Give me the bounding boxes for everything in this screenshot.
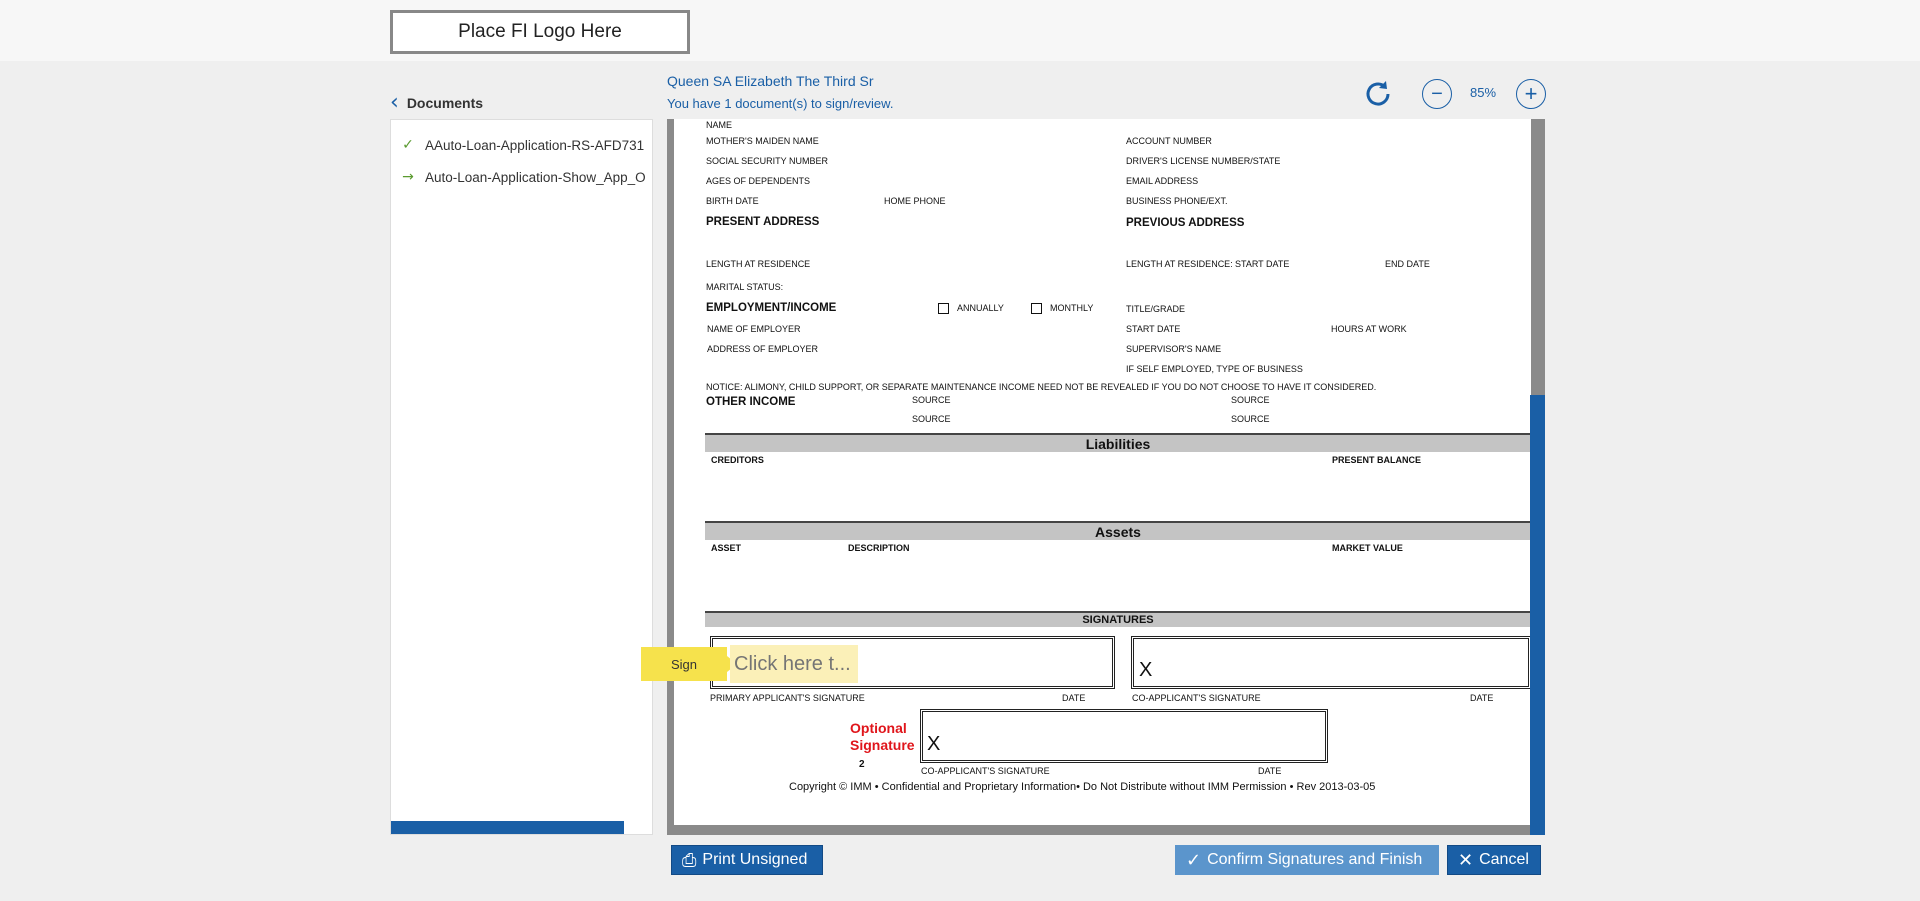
section-heading: PRESENT ADDRESS [706, 216, 820, 228]
top-bar [0, 0, 1920, 61]
section-heading: PREVIOUS ADDRESS [1126, 217, 1245, 229]
field-label: EMAIL ADDRESS [1126, 176, 1199, 186]
documents-header[interactable] [390, 92, 483, 114]
notice-text: NOTICE: ALIMONY, CHILD SUPPORT, OR SEPARATE MAINTENANCE INCOME NEED NOT BE REVEALED IF YOU DO NOT CHOOSE TO HAVE IT CONSIDERED. [706, 382, 1377, 392]
field-label: MOTHER'S MAIDEN NAME [706, 136, 819, 146]
column-header: CREDITORS [711, 455, 764, 465]
refresh-icon[interactable] [1362, 78, 1394, 110]
signer-name: Queen SA Elizabeth The Third Sr [667, 73, 874, 89]
field-label: BUSINESS PHONE/EXT. [1126, 196, 1228, 206]
signature-label: PRIMARY APPLICANT'S SIGNATURE [710, 693, 865, 703]
arrow-right-icon: → [402, 169, 414, 185]
field-label: SOURCE [1231, 395, 1270, 405]
field-label: START DATE [1126, 324, 1181, 334]
column-header: PRESENT BALANCE [1332, 455, 1422, 465]
button-label: Print Unsigned [702, 851, 808, 868]
signature-input[interactable] [730, 645, 858, 683]
co-applicant-signature-box[interactable] [1131, 636, 1531, 689]
date-label: DATE [1470, 693, 1494, 703]
zoom-level: 85% [1470, 85, 1497, 100]
field-label: NAME OF EMPLOYER [707, 324, 801, 334]
checkbox-icon [1031, 303, 1042, 314]
copyright-text: Copyright © IMM • Confidential and Proprietary Information• Do Not Distribute without IMM Permission • Rev 2013-03-05 [789, 781, 1376, 793]
printer-icon: ⎙ [682, 849, 697, 871]
documents-sidebar [390, 119, 653, 835]
field-label: HOME PHONE [884, 196, 946, 206]
document-label: Auto-Loan-Application-Show_App_O [425, 169, 646, 185]
assets-heading: Assets [705, 521, 1531, 540]
field-label: ADDRESS OF EMPLOYER [707, 344, 819, 354]
column-header: ASSET [711, 543, 742, 553]
field-label: SOCIAL SECURITY NUMBER [706, 156, 829, 166]
sidebar-item-document-1[interactable] [401, 134, 644, 156]
chevron-left-icon[interactable]: ‹ [390, 90, 399, 115]
optional-label: Optional [850, 720, 907, 736]
signature-label: CO-APPLICANT'S SIGNATURE [921, 766, 1050, 776]
field-label: MARITAL STATUS: [706, 282, 784, 292]
signature-x-mark: X [1139, 659, 1153, 681]
field-label: LENGTH AT RESIDENCE: [1126, 259, 1233, 269]
field-label: END DATE [1385, 259, 1430, 269]
column-header: DESCRIPTION [848, 543, 910, 553]
liabilities-heading: Liabilities [705, 433, 1531, 452]
zoom-out-button[interactable] [1422, 79, 1452, 109]
field-label: DRIVER'S LICENSE NUMBER/STATE [1126, 156, 1281, 166]
viewer-scrollbar[interactable] [1530, 395, 1545, 835]
checkbox-label: ANNUALLY [957, 303, 1004, 313]
field-label: NAME [706, 120, 733, 130]
button-label: Cancel [1479, 851, 1529, 868]
signatures-heading: SIGNATURES [705, 611, 1531, 627]
close-icon: ✕ [1458, 849, 1474, 871]
annually-checkbox[interactable] [938, 303, 1004, 314]
field-label: SUPERVISOR'S NAME [1126, 344, 1222, 354]
document-page [674, 119, 1531, 825]
signature-x-mark: X [927, 733, 941, 755]
field-label: SOURCE [912, 414, 951, 424]
optional-label: Signature [850, 737, 915, 753]
confirm-signatures-button[interactable] [1175, 845, 1439, 875]
optional-index: 2 [859, 759, 865, 770]
sign-tag[interactable]: Sign [641, 647, 727, 681]
document-viewer [667, 119, 1545, 835]
section-heading: EMPLOYMENT/INCOME [706, 302, 837, 314]
logo-placeholder: Place FI Logo Here [390, 10, 690, 54]
minus-icon: − [1431, 83, 1443, 105]
field-label: AGES OF DEPENDENTS [706, 176, 811, 186]
field-label: BIRTH DATE [706, 196, 759, 206]
sidebar-item-document-2[interactable] [401, 166, 646, 188]
date-label: DATE [1062, 693, 1086, 703]
column-header: MARKET VALUE [1332, 543, 1403, 553]
field-label: TITLE/GRADE [1126, 304, 1186, 314]
checkmark-icon: ✓ [1186, 849, 1202, 871]
field-label: SOURCE [1231, 414, 1270, 424]
checkbox-icon [938, 303, 949, 314]
signer-message: You have 1 document(s) to sign/review. [667, 96, 894, 111]
field-label: IF SELF EMPLOYED, TYPE OF BUSINESS [1126, 364, 1303, 374]
signature-label: CO-APPLICANT'S SIGNATURE [1132, 693, 1261, 703]
cancel-button[interactable] [1447, 845, 1541, 875]
field-label: START DATE [1235, 259, 1290, 269]
field-label: ACCOUNT NUMBER [1126, 136, 1212, 146]
checkmark-icon: ✓ [402, 137, 414, 153]
date-label: DATE [1258, 766, 1282, 776]
field-label: HOURS AT WORK [1331, 324, 1407, 334]
field-label: LENGTH AT RESIDENCE [706, 259, 811, 269]
optional-signature-box[interactable] [920, 709, 1328, 763]
zoom-in-button[interactable] [1516, 79, 1546, 109]
plus-icon: + [1524, 81, 1538, 106]
print-unsigned-button[interactable] [671, 845, 823, 875]
documents-title: Documents [406, 95, 484, 111]
document-label: AAuto-Loan-Application-RS-AFD731 [425, 137, 645, 153]
sidebar-scrollbar[interactable] [391, 821, 624, 834]
monthly-checkbox[interactable] [1031, 303, 1093, 314]
section-heading: OTHER INCOME [706, 396, 796, 408]
button-label: Confirm Signatures and Finish [1207, 851, 1423, 868]
field-label: SOURCE [912, 395, 951, 405]
checkbox-label: MONTHLY [1050, 303, 1094, 313]
